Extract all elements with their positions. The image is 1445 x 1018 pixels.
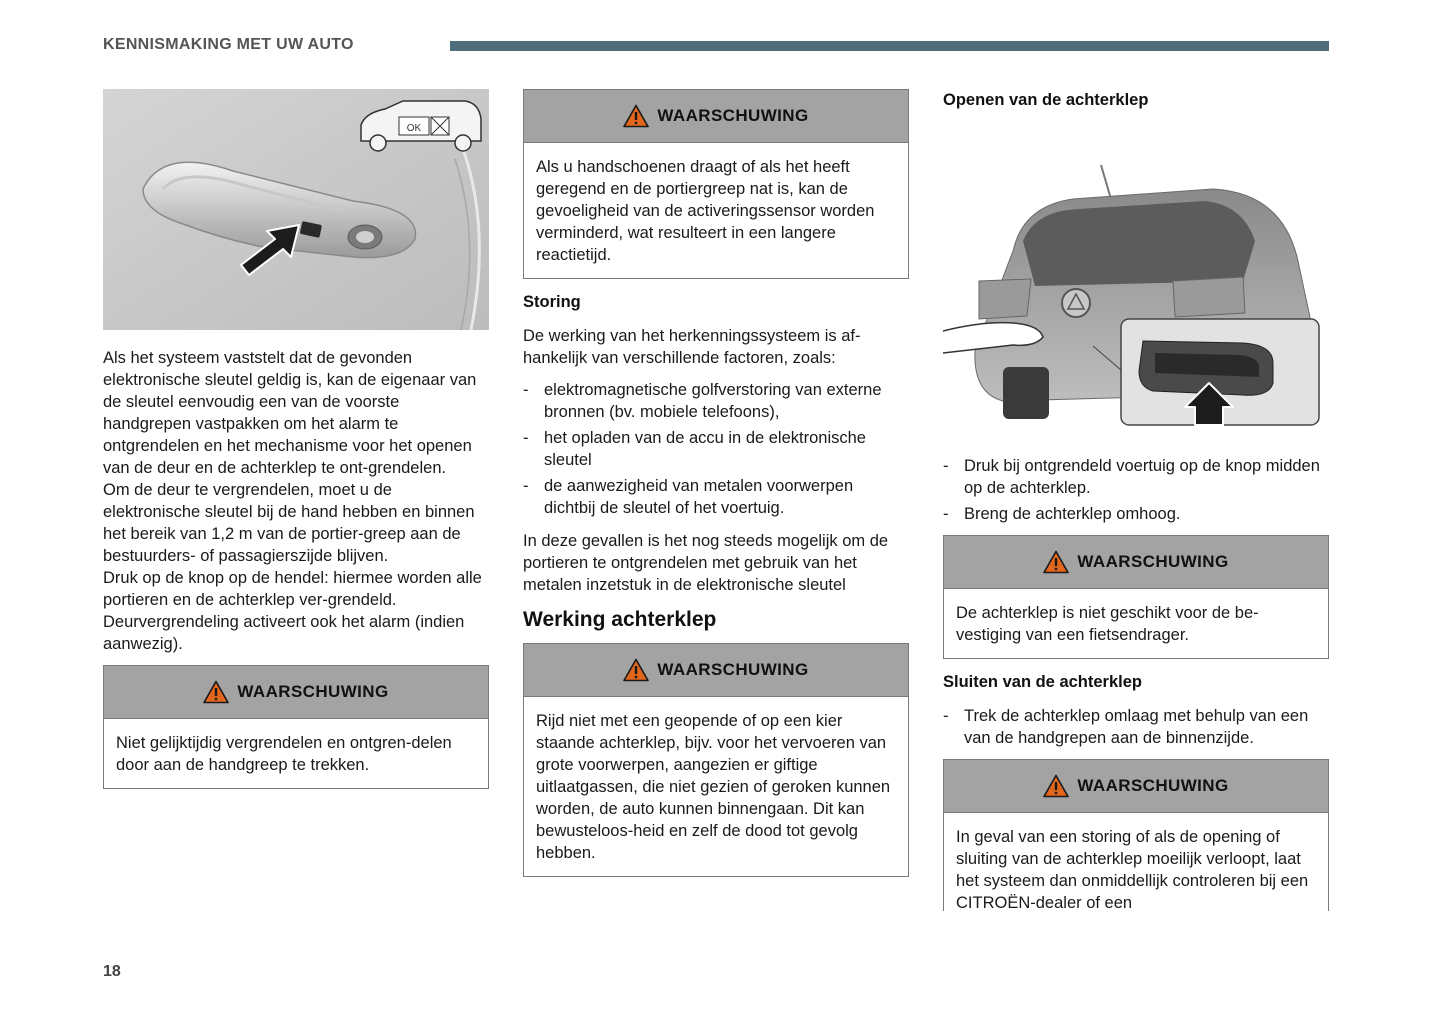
warning-triangle-icon: [623, 658, 649, 682]
warning-triangle-icon: [623, 104, 649, 128]
open-tailgate-list: [943, 455, 1329, 525]
section-heading-tailgate: Werking achterklep: [523, 608, 717, 631]
column-1: [103, 89, 489, 789]
section-title: KENNISMAKING MET UW AUTO: [103, 36, 354, 53]
paragraph-lock-range: Om de deur te vergrendelen, moet u de elektronische sleutel bij de hand hebben en binnen het bereik van 1,2 m van de portier-greep aan de bestuurders- of passagierszijde blijven.: [103, 481, 475, 565]
warning-triangle-icon: [1043, 774, 1069, 798]
warning-text: In geval van een storing of als de opening of sluiting van de achterklep moeilijk verloopt, laat het systeem dan onmiddellijk controleren bij een CITROËN-dealer of een: [956, 828, 1309, 911]
ok-label: OK: [406, 123, 422, 134]
warning-header: [944, 760, 1328, 813]
warning-box-lock: [103, 665, 489, 789]
storing-list: [523, 379, 909, 519]
warning-text: De achterklep is niet geschikt voor de be-vestiging van een fietsendrager.: [956, 604, 1259, 644]
warning-header: [524, 90, 908, 143]
warning-box-bike-rack: [943, 535, 1329, 659]
door-handle-figure: [103, 89, 489, 330]
warning-header: [524, 644, 908, 697]
warning-text: Als u handschoenen draagt of als het heeft geregend en de portiergreep nat is, kan de gevoeligheid van de activeringssensor worden verminderd, wat resulteert in een langere reactietijd.: [536, 158, 875, 264]
paragraph-recognition: Als het systeem vaststelt dat de gevonden elektronische sleutel geldig is, kan de eigenaar van de sleutel eenvoudig een van de voorste handgrepen vastpakken om het alarm te ontgrendelen en het mechanisme voor het openen van de deur en de achterklep te ont-grendelen.: [103, 349, 477, 477]
warning-title: WAARSCHUWING: [657, 106, 809, 125]
paragraph-lock-button: Druk op de knop op de hendel: hiermee worden alle portieren en de achterklep ver-grendeld. Deurvergrendeling activeert ook het alarm (indien aanwezig).: [103, 569, 482, 653]
tailgate-figure: [943, 131, 1329, 441]
warning-box-open-tailgate: [523, 643, 909, 877]
warning-triangle-icon: [203, 680, 229, 704]
list-item: - Druk bij ontgrendeld voertuig op de knop midden op de achterklep.: [943, 455, 1329, 499]
header-accent-bar: [450, 41, 1329, 51]
column-2: [523, 89, 909, 877]
warning-header: [944, 536, 1328, 589]
warning-box-malfunction: [943, 759, 1329, 911]
storing-outro: In deze gevallen is het nog steeds mogelijk om de portieren te ontgrendelen met gebruik van het metalen inzetstuk in de elektronische sleutel: [523, 532, 889, 594]
warning-text: Niet gelijktijdig vergrendelen en ontgren-delen door aan de handgreep te trekken.: [116, 734, 452, 774]
warning-title: WAARSCHUWING: [1077, 776, 1229, 795]
column-3: [943, 89, 1329, 911]
list-item: - Breng de achterklep omhoog.: [943, 503, 1329, 525]
list-item: - de aanwezigheid van metalen voorwerpen dichtbij de sleutel of het voertuig.: [523, 475, 909, 519]
warning-box-gloves: [523, 89, 909, 279]
warning-title: WAARSCHUWING: [1077, 552, 1229, 571]
close-tailgate-heading: Sluiten van de achterklep: [943, 673, 1142, 691]
storing-intro: De werking van het herkenningssysteem is af-hankelijk van verschillende factoren, zoals:: [523, 327, 861, 367]
close-tailgate-list: [943, 705, 1329, 749]
list-item: - het opladen van de accu in de elektronische sleutel: [523, 427, 909, 471]
warning-triangle-icon: [1043, 550, 1069, 574]
warning-title: WAARSCHUWING: [237, 682, 389, 701]
list-item: - Trek de achterklep omlaag met behulp van een van de handgrepen aan de binnenzijde.: [943, 705, 1329, 749]
warning-text: Rijd niet met een geopende of op een kier staande achterklep, bijv. voor het vervoeren van grote voorwerpen, aangezien er giftige uitlaatgassen, die niet gezien of geroken kunnen worden, de auto kunnen binnengaan. Dit kan bewusteloos-heid en zelf de dood tot gevolg hebben.: [536, 712, 891, 862]
warning-title: WAARSCHUWING: [657, 660, 809, 679]
storing-heading: Storing: [523, 293, 581, 311]
open-tailgate-heading: Openen van de achterklep: [943, 91, 1149, 109]
warning-header: [104, 666, 488, 719]
list-item: - elektromagnetische golfverstoring van externe bronnen (bv. mobiele telefoons),: [523, 379, 909, 423]
page-number: 18: [103, 963, 121, 980]
